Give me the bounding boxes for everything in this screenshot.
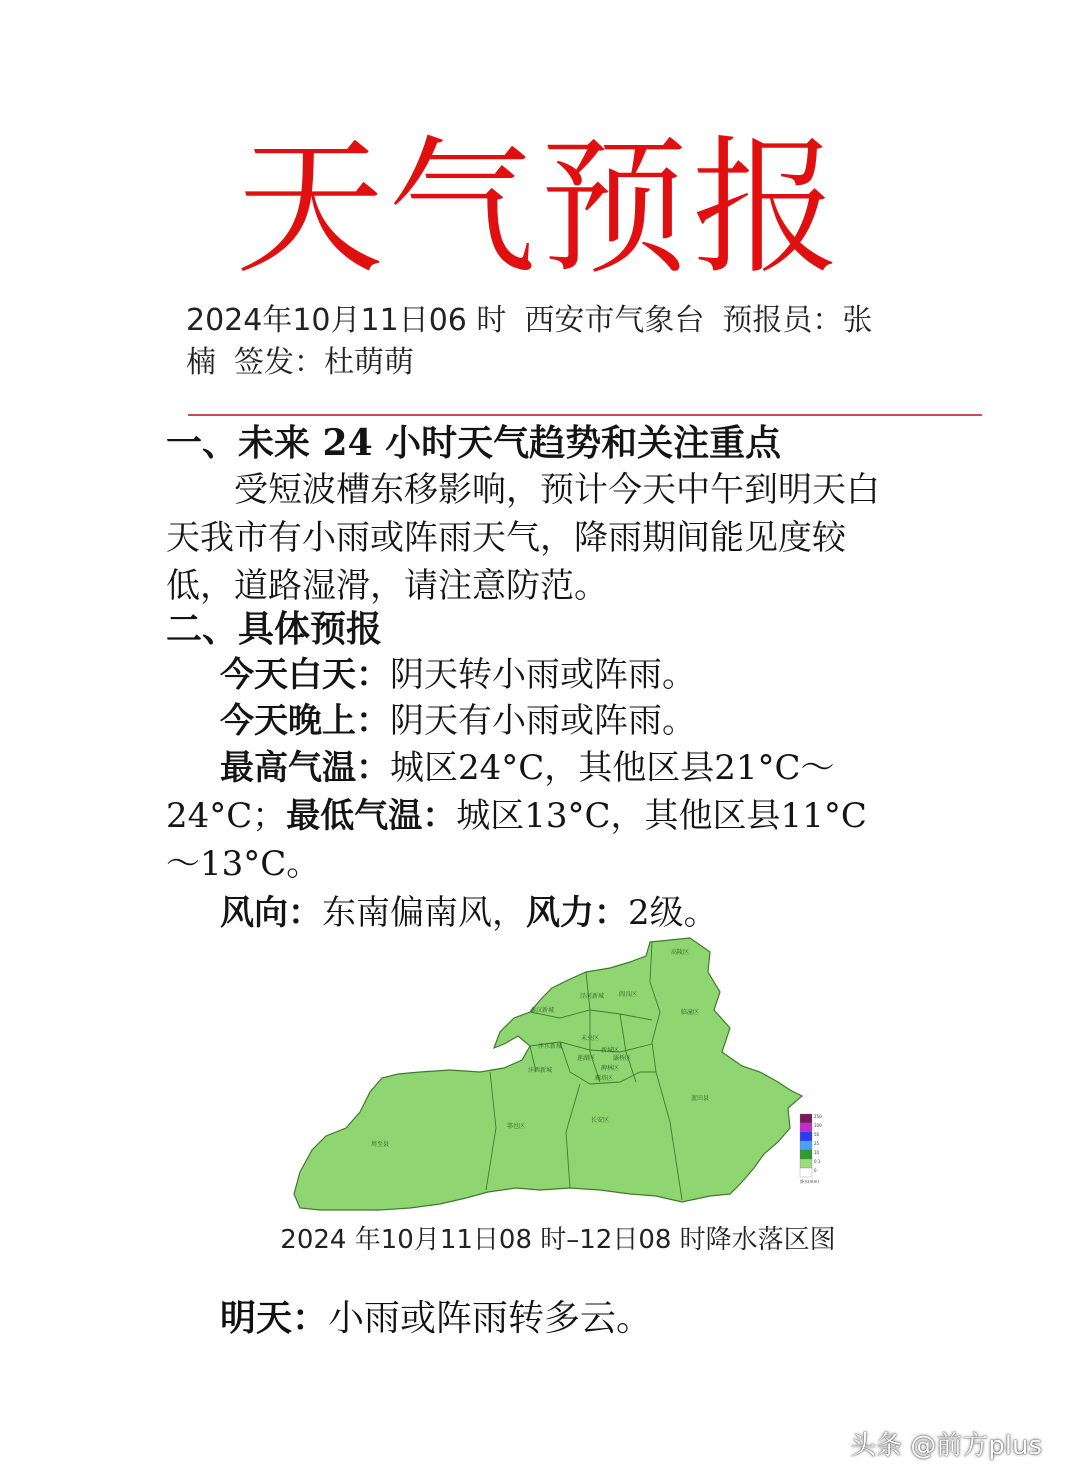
legend-value: 100 xyxy=(814,1123,822,1128)
district-label: 蓝田县 xyxy=(690,1095,710,1102)
page-title: 天气预报 xyxy=(236,122,844,294)
district-label: 秦汉新城 xyxy=(529,1007,555,1014)
today-day-label: 今天白天： xyxy=(220,655,390,695)
tomorrow-label: 明天： xyxy=(220,1297,329,1339)
agency: 西安市气象台 xyxy=(524,303,705,338)
district-label: 周至县 xyxy=(370,1141,390,1148)
legend-swatch xyxy=(800,1141,812,1150)
legend-value: 250 xyxy=(814,1114,822,1119)
district-label: 高陵区 xyxy=(670,949,690,956)
legend-swatch xyxy=(800,1159,812,1168)
divider xyxy=(188,414,982,416)
district-label: 长安区 xyxy=(590,1117,610,1124)
district-label: 碑林区 xyxy=(600,1065,620,1072)
legend-value: 50 xyxy=(814,1132,820,1137)
legend-value: 0 xyxy=(814,1168,817,1173)
today-day-value: 阴天转小雨或阵雨。 xyxy=(390,655,696,695)
legend-swatch xyxy=(800,1150,812,1159)
section-1-paragraph: 受短波槽东移影响，预计今天中午到明天白天我市有小雨或阵雨天气，降雨期间能见度较低，道路湿滑，请注意防范。 xyxy=(166,470,880,606)
tonight-line xyxy=(166,698,892,744)
min-temp-value: 城区13°C，其他区县11°C～13°C。 xyxy=(166,796,867,884)
legend-value: 25 xyxy=(814,1141,820,1146)
district-label: 阎良区 xyxy=(618,991,638,998)
legend-swatch xyxy=(800,1114,812,1123)
legend-value: 10 xyxy=(814,1150,820,1155)
legend-swatch xyxy=(800,1132,812,1141)
legend-swatch xyxy=(800,1168,812,1177)
tomorrow-line xyxy=(220,1294,920,1343)
legend-swatch xyxy=(800,1123,812,1132)
legend-title: 降水(mm) xyxy=(800,1179,819,1184)
issue-time: 2024年10月11日06 时 xyxy=(186,303,507,338)
today-day-line xyxy=(166,652,892,698)
legend-value: 0.1 xyxy=(814,1159,821,1164)
district-label: 临潼区 xyxy=(680,1009,700,1016)
wind-line xyxy=(166,890,892,936)
section-2-heading: 二、具体预报 xyxy=(166,608,383,650)
district-label: 鄠邑区 xyxy=(506,1123,526,1130)
map-legend xyxy=(800,1114,822,1184)
wind-force-value: 2级。 xyxy=(628,893,718,933)
wind-force-label: 风力： xyxy=(526,893,628,933)
max-temp-value: 城区24°C，其他区县21°C～24°C； xyxy=(166,748,835,836)
district-label: 沣西新城 xyxy=(527,1067,553,1074)
district-label: 未央区 xyxy=(580,1035,600,1042)
forecast-meta xyxy=(186,300,906,384)
issuer: 签发：杜萌萌 xyxy=(234,345,414,380)
min-temp-label: 最低气温： xyxy=(286,796,457,836)
district-label: 灞桥区 xyxy=(612,1055,632,1062)
section-1 xyxy=(166,420,892,610)
district-label: 沣东新城 xyxy=(537,1043,563,1050)
district-label: 泾河新城 xyxy=(579,993,605,1000)
section-1-heading: 一、未来 24 小时天气趋势和关注重点 xyxy=(166,422,782,464)
section-2 xyxy=(166,606,892,936)
watermark: 头条 @前方plus xyxy=(850,1431,1043,1461)
tomorrow-value: 小雨或阵雨转多云。 xyxy=(328,1298,653,1339)
precipitation-map xyxy=(290,932,830,1222)
tonight-value: 阴天有小雨或阵雨。 xyxy=(390,701,696,741)
map-region xyxy=(294,938,802,1210)
wind-dir-label: 风向： xyxy=(220,893,322,933)
forecaster: 预报员：张楠 xyxy=(186,303,873,380)
district-label: 雁塔区 xyxy=(594,1075,614,1082)
tonight-label: 今天晚上： xyxy=(220,701,390,741)
temperature-paragraph xyxy=(166,744,892,888)
map-caption: 2024 年10月11日08 时–12日08 时降水落区图 xyxy=(280,1225,836,1255)
max-temp-label: 最高气温： xyxy=(220,748,390,788)
district-label: 新城区 xyxy=(600,1047,620,1054)
wind-dir-value: 东南偏南风， xyxy=(322,893,526,933)
district-label: 莲湖区 xyxy=(576,1055,596,1062)
